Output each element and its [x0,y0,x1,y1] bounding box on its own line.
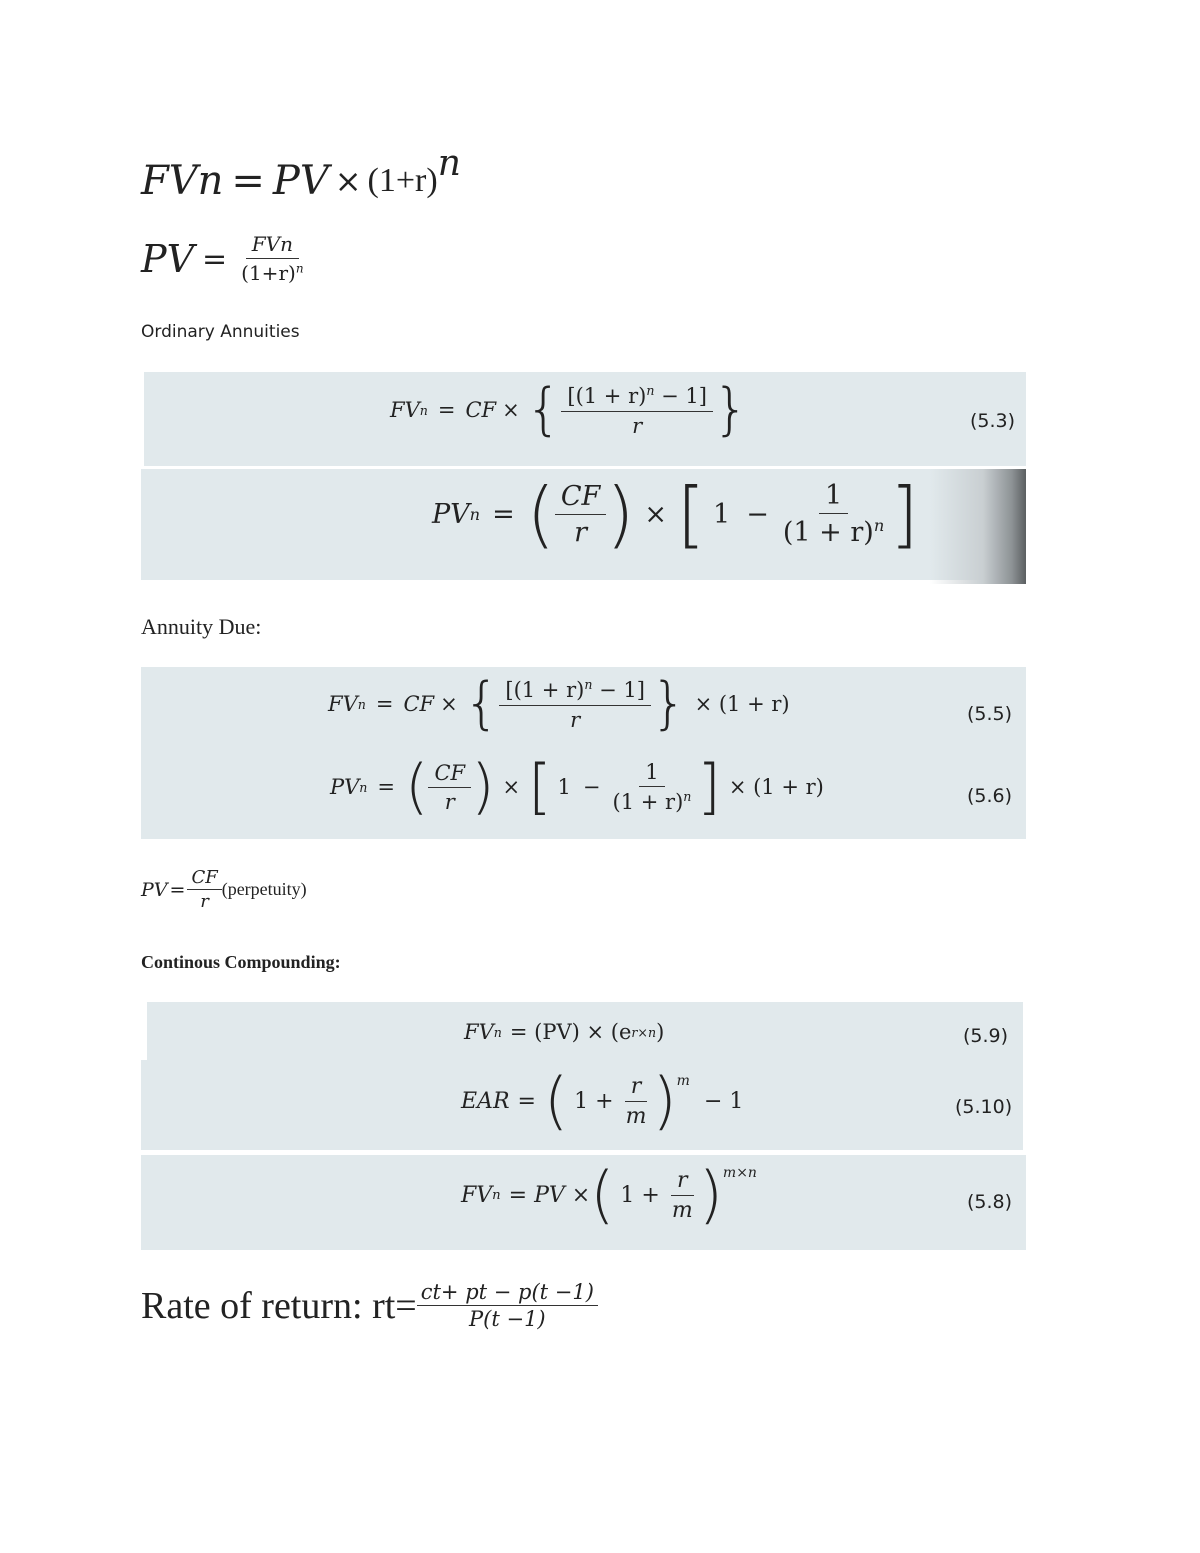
eq510-lparen: ( [543,1064,569,1137]
ror-fraction [417,1280,598,1331]
eq54-fraction [777,480,890,548]
fv-eq: = [231,158,265,204]
eq53-right-brace: } [712,377,749,442]
eq55-right-brace: } [650,671,687,736]
eq58-rparen: ) [698,1158,723,1231]
eq54-rbracket: ] [890,472,919,556]
eq56-num: 1 [639,760,664,787]
eq56-lparen: ( [405,752,429,822]
equation-5-10 [461,1064,744,1137]
rate-of-return-formula [141,1280,598,1331]
eq53-num-exp: n [646,382,655,398]
eq59-close: ) [656,1020,665,1044]
eq58-den: m [671,1197,693,1223]
equation-5-9 [464,1020,664,1044]
eq54-cf: CF [555,481,606,515]
perp-lhs: PV [141,878,168,901]
equation-5-8 [461,1158,757,1231]
eq56-rbracket: ] [697,752,721,822]
eq510-one: 1 + [574,1088,614,1114]
eq58-fraction [666,1168,699,1223]
eq59-sub: n [493,1024,502,1040]
eq510-eq: = [517,1088,536,1114]
eq56-sub: n [359,779,368,795]
eq54-cf-fraction [555,481,606,548]
equation-5-6 [330,752,824,822]
eq53-left-brace: { [525,377,562,442]
eq56-eq: = [377,775,396,799]
eq54-den-exp: n [873,516,885,535]
eq53-num: [(1 + r) [567,383,647,408]
continuous-compounding-heading: Continous Compounding: [141,952,341,972]
eq53-times: × [502,398,520,422]
eq54-num: 1 [819,480,848,514]
eq58-lparen: ( [590,1158,615,1231]
eq55-fraction [499,677,651,732]
eq56-minus: − [582,775,601,799]
eq54-lparen: ( [526,472,555,556]
eq56-den-exp: n [683,788,692,804]
eq55-num-tail: − 1] [592,677,645,702]
eq53-num-tail: − 1] [654,383,707,408]
eq56-den: (1 + r) [612,789,684,814]
eq58-one: 1 + [620,1182,660,1208]
eq56-cf: CF [428,761,471,788]
fv-lhs: FVn [141,158,224,204]
eq58-num: r [671,1168,694,1196]
eq59-lhs: FV [464,1020,494,1044]
pv-eq: = [202,241,228,277]
pv-den-exp: n [295,261,304,276]
eq510-den: m [625,1103,647,1129]
eq55-num-exp: n [584,676,593,692]
eq59-exp: r×n [631,1024,657,1040]
equation-5-3 [390,377,749,442]
eq55-lhs: FV [328,692,358,716]
equation-5-4 [432,472,919,556]
perpetuity-formula [141,867,307,912]
eq510-tail: − 1 [703,1088,744,1114]
pv-num: FVn [246,232,299,259]
eq56-times: × [502,775,521,799]
pv-fraction [235,232,309,286]
eq56-r: r [444,789,455,814]
fv-base: (1+r) [367,162,438,199]
ror-den: P(t −1) [469,1307,546,1331]
eq58-exp: m×n [722,1165,757,1181]
fv-pv: PV [272,158,329,204]
eq59-rhs: = (PV) × (e [509,1020,632,1044]
eq56-rparen: ) [471,752,495,822]
eq53-eq: = [437,398,456,422]
eq-number-5-9: (5.9) [963,1025,1009,1047]
perp-den: r [200,891,209,912]
eq54-minus: − [746,498,769,530]
eq-number-5-6: (5.6) [967,785,1013,807]
eq58-sub: n [492,1187,501,1203]
eq58-eq: = PV × [508,1182,591,1208]
pv-simple-formula [141,232,310,286]
eq53-sub: n [419,402,428,418]
equation-5-5 [328,671,790,736]
fv-simple-formula [141,142,461,204]
eq-number-5-3: (5.3) [970,410,1016,432]
eq58-lhs: FV [461,1182,493,1208]
eq56-cf-fraction [428,761,471,814]
eq-number-5-5: (5.5) [967,703,1013,725]
annuity-due-heading: Annuity Due: [141,614,262,639]
ror-num: ct+ pt − p(t −1) [417,1280,598,1306]
perp-eq: = [169,878,186,901]
pv-den: (1+r) [241,261,296,285]
eq55-num: [(1 + r) [505,677,585,702]
ordinary-annuities-heading: Ordinary Annuities [141,322,300,342]
box-shadow-edge [930,469,1026,584]
fv-exp: n [437,142,461,184]
eq510-lhs: EAR [461,1088,510,1114]
eq54-times: × [644,498,667,530]
eq54-one: 1 [713,498,731,530]
eq55-left-brace: { [463,671,500,736]
eq54-rparen: ) [606,472,635,556]
eq56-lbracket: [ [528,752,552,822]
perp-num: CF [187,867,221,890]
perp-note: (perpetuity) [221,879,307,899]
eq55-tail: × (1 + r) [694,692,790,716]
eq510-num: r [625,1074,648,1102]
eq-number-5-10: (5.10) [955,1096,1013,1118]
eq54-r: r [574,516,587,548]
eq55-cf: CF [403,692,435,716]
eq510-exp: m [676,1073,690,1089]
pv-lhs: PV [141,237,195,281]
eq-number-5-8: (5.8) [967,1191,1013,1213]
eq510-rparen: ) [652,1064,677,1137]
eq53-lhs: FV [390,398,420,422]
eq510-fraction [620,1074,653,1129]
eq54-sub: n [469,504,481,524]
eq53-cf: CF [465,398,497,422]
fv-times: × [334,162,362,200]
eq56-lhs: PV [330,775,360,799]
eq54-eq: = [492,498,515,530]
perp-fraction [187,867,221,912]
ror-label: Rate of return: rt= [141,1284,417,1327]
eq56-tail: × (1 + r) [728,775,824,799]
eq55-sub: n [357,696,366,712]
eq56-fraction [607,760,698,815]
eq55-times: × [440,692,458,716]
eq53-fraction [561,383,713,438]
eq54-lhs: PV [432,498,470,530]
eq53-den: r [632,413,643,438]
eq56-one: 1 [557,775,571,799]
eq55-den: r [570,707,581,732]
eq54-den: (1 + r) [782,517,874,548]
eq54-lbracket: [ [676,472,706,556]
eq55-eq: = [375,692,394,716]
